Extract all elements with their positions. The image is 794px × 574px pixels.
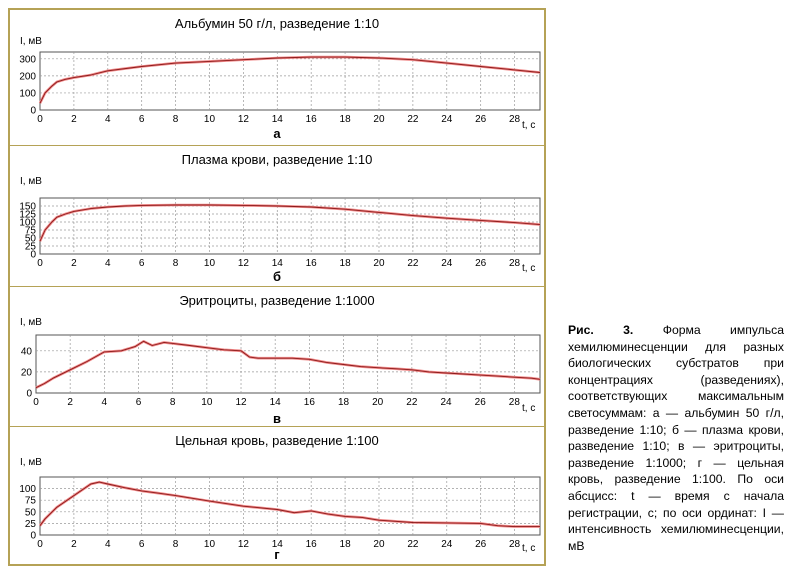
panel-letter-c: в xyxy=(273,411,281,426)
plot-area xyxy=(40,52,540,110)
x-tick-label: 6 xyxy=(138,539,145,550)
x-axis-label: t, с xyxy=(522,263,536,274)
x-tick-label: 10 xyxy=(203,114,216,125)
caption-text: Форма импульса хемилюминесценции для разных биологических субстратов при концентрациях (разведениях), соответствующих максимальным светосуммам: а — альбумин 50 г/л, разведение 1:10; б — плазма крови, разведение 1:10; в — эритроциты, разведение 1:1000; г — цельная кровь, разведение 1:100. По оси абсцисс: t — время с начала регистрации, с; по оси ординат: I — интенсивность хемилюминесценции, мВ xyxy=(568,323,784,553)
y-tick-label: 25 xyxy=(24,518,36,530)
x-tick-label: 26 xyxy=(474,397,486,408)
x-tick-label: 14 xyxy=(269,397,281,408)
y-tick-label: 100 xyxy=(19,217,36,229)
chart-title: Цельная кровь, разведение 1:100 xyxy=(175,433,379,448)
x-tick-label: 18 xyxy=(339,258,351,269)
y-tick-label: 0 xyxy=(30,105,36,117)
panel-letter-a: а xyxy=(273,126,281,141)
x-tick-label: 6 xyxy=(135,397,142,408)
x-axis-label: t, с xyxy=(522,403,536,414)
x-tick-label: 16 xyxy=(305,258,317,269)
x-tick-label: 26 xyxy=(475,114,487,125)
x-tick-label: 14 xyxy=(271,539,283,550)
x-tick-label: 28 xyxy=(509,258,521,269)
x-tick-label: 20 xyxy=(373,258,385,269)
x-tick-label: 4 xyxy=(105,539,111,550)
chart-panel-c xyxy=(10,287,544,427)
y-tick-label: 0 xyxy=(26,388,32,400)
y-axis-label: I, мВ xyxy=(20,457,42,468)
x-tick-label: 12 xyxy=(237,539,249,550)
x-tick-label: 20 xyxy=(373,114,385,125)
y-tick-label: 0 xyxy=(30,249,36,261)
x-tick-label: 2 xyxy=(71,539,77,550)
x-tick-label: 8 xyxy=(172,258,179,269)
caption-label: Рис. 3. xyxy=(568,323,634,337)
x-tick-label: 28 xyxy=(509,539,521,550)
x-tick-label: 16 xyxy=(305,114,317,125)
y-tick-label: 75 xyxy=(24,225,36,237)
x-tick-label: 4 xyxy=(101,397,108,408)
chart-plot-a xyxy=(10,40,544,140)
y-tick-label: 25 xyxy=(24,241,36,253)
x-tick-label: 20 xyxy=(372,397,384,408)
x-tick-label: 0 xyxy=(37,258,43,269)
x-tick-label: 10 xyxy=(201,397,213,408)
chart-title: Эритроциты, разведение 1:1000 xyxy=(179,293,375,308)
x-tick-label: 14 xyxy=(271,258,283,269)
x-tick-label: 12 xyxy=(237,114,249,125)
plot-area xyxy=(36,335,540,393)
x-axis-label: t, с xyxy=(522,543,536,554)
x-tick-label: 4 xyxy=(105,258,111,269)
x-tick-label: 26 xyxy=(475,258,487,269)
x-tick-label: 12 xyxy=(237,258,249,269)
y-tick-label: 50 xyxy=(24,507,36,519)
x-tick-label: 28 xyxy=(508,397,520,408)
y-tick-label: 20 xyxy=(20,367,32,379)
figure-caption xyxy=(568,322,784,554)
y-tick-label: 40 xyxy=(20,346,32,358)
y-axis-label: I, мВ xyxy=(20,176,42,187)
y-tick-label: 0 xyxy=(30,530,36,542)
x-tick-label: 16 xyxy=(303,397,315,408)
x-tick-label: 2 xyxy=(71,114,77,125)
x-tick-label: 20 xyxy=(373,539,385,550)
chart-panel-d xyxy=(10,427,544,564)
x-tick-label: 6 xyxy=(138,258,145,269)
panel-letter-b: б xyxy=(272,269,282,284)
x-tick-label: 22 xyxy=(407,114,419,125)
x-tick-label: 16 xyxy=(305,539,317,550)
x-tick-label: 24 xyxy=(440,397,452,408)
x-tick-label: 10 xyxy=(203,258,216,269)
x-tick-label: 18 xyxy=(339,114,351,125)
x-tick-label: 2 xyxy=(71,258,77,269)
x-tick-label: 22 xyxy=(407,258,419,269)
x-tick-label: 18 xyxy=(339,539,351,550)
x-tick-label: 2 xyxy=(67,397,73,408)
chart-title: Плазма крови, разведение 1:10 xyxy=(181,152,373,167)
x-tick-label: 6 xyxy=(138,114,145,125)
y-tick-label: 75 xyxy=(24,495,36,507)
y-axis-label: I, мВ xyxy=(20,317,42,328)
chart-panel-b xyxy=(10,146,544,287)
x-tick-label: 0 xyxy=(37,114,43,125)
x-tick-label: 22 xyxy=(407,539,419,550)
x-tick-label: 8 xyxy=(169,397,176,408)
y-tick-label: 100 xyxy=(19,484,36,496)
chart-title: Альбумин 50 г/л, разведение 1:10 xyxy=(174,16,380,31)
y-axis-label: I, мВ xyxy=(20,36,42,47)
x-tick-label: 0 xyxy=(33,397,39,408)
y-tick-label: 200 xyxy=(19,71,36,83)
y-tick-label: 100 xyxy=(19,88,36,100)
chart-panel-a xyxy=(10,10,544,146)
x-tick-label: 26 xyxy=(475,539,487,550)
x-tick-label: 24 xyxy=(441,258,453,269)
x-tick-label: 4 xyxy=(105,114,111,125)
panel-letter-d: г xyxy=(274,547,280,562)
x-tick-label: 14 xyxy=(271,114,283,125)
figure-frame xyxy=(8,8,546,566)
x-tick-label: 22 xyxy=(406,397,418,408)
x-axis-label: t, с xyxy=(522,120,536,131)
x-tick-label: 8 xyxy=(172,114,179,125)
y-tick-label: 125 xyxy=(19,209,36,221)
y-tick-label: 150 xyxy=(19,201,36,213)
y-tick-label: 300 xyxy=(19,54,36,66)
chart-plot-c xyxy=(10,321,544,421)
x-tick-label: 0 xyxy=(37,539,43,550)
y-tick-label: 50 xyxy=(24,233,36,245)
x-tick-label: 28 xyxy=(509,114,521,125)
x-tick-label: 12 xyxy=(235,397,247,408)
chart-plot-d xyxy=(10,461,544,561)
x-tick-label: 8 xyxy=(172,539,179,550)
x-tick-label: 10 xyxy=(203,539,216,550)
x-tick-label: 18 xyxy=(337,397,350,408)
x-tick-label: 24 xyxy=(441,539,453,550)
x-tick-label: 24 xyxy=(441,114,453,125)
chart-plot-b xyxy=(10,180,544,282)
